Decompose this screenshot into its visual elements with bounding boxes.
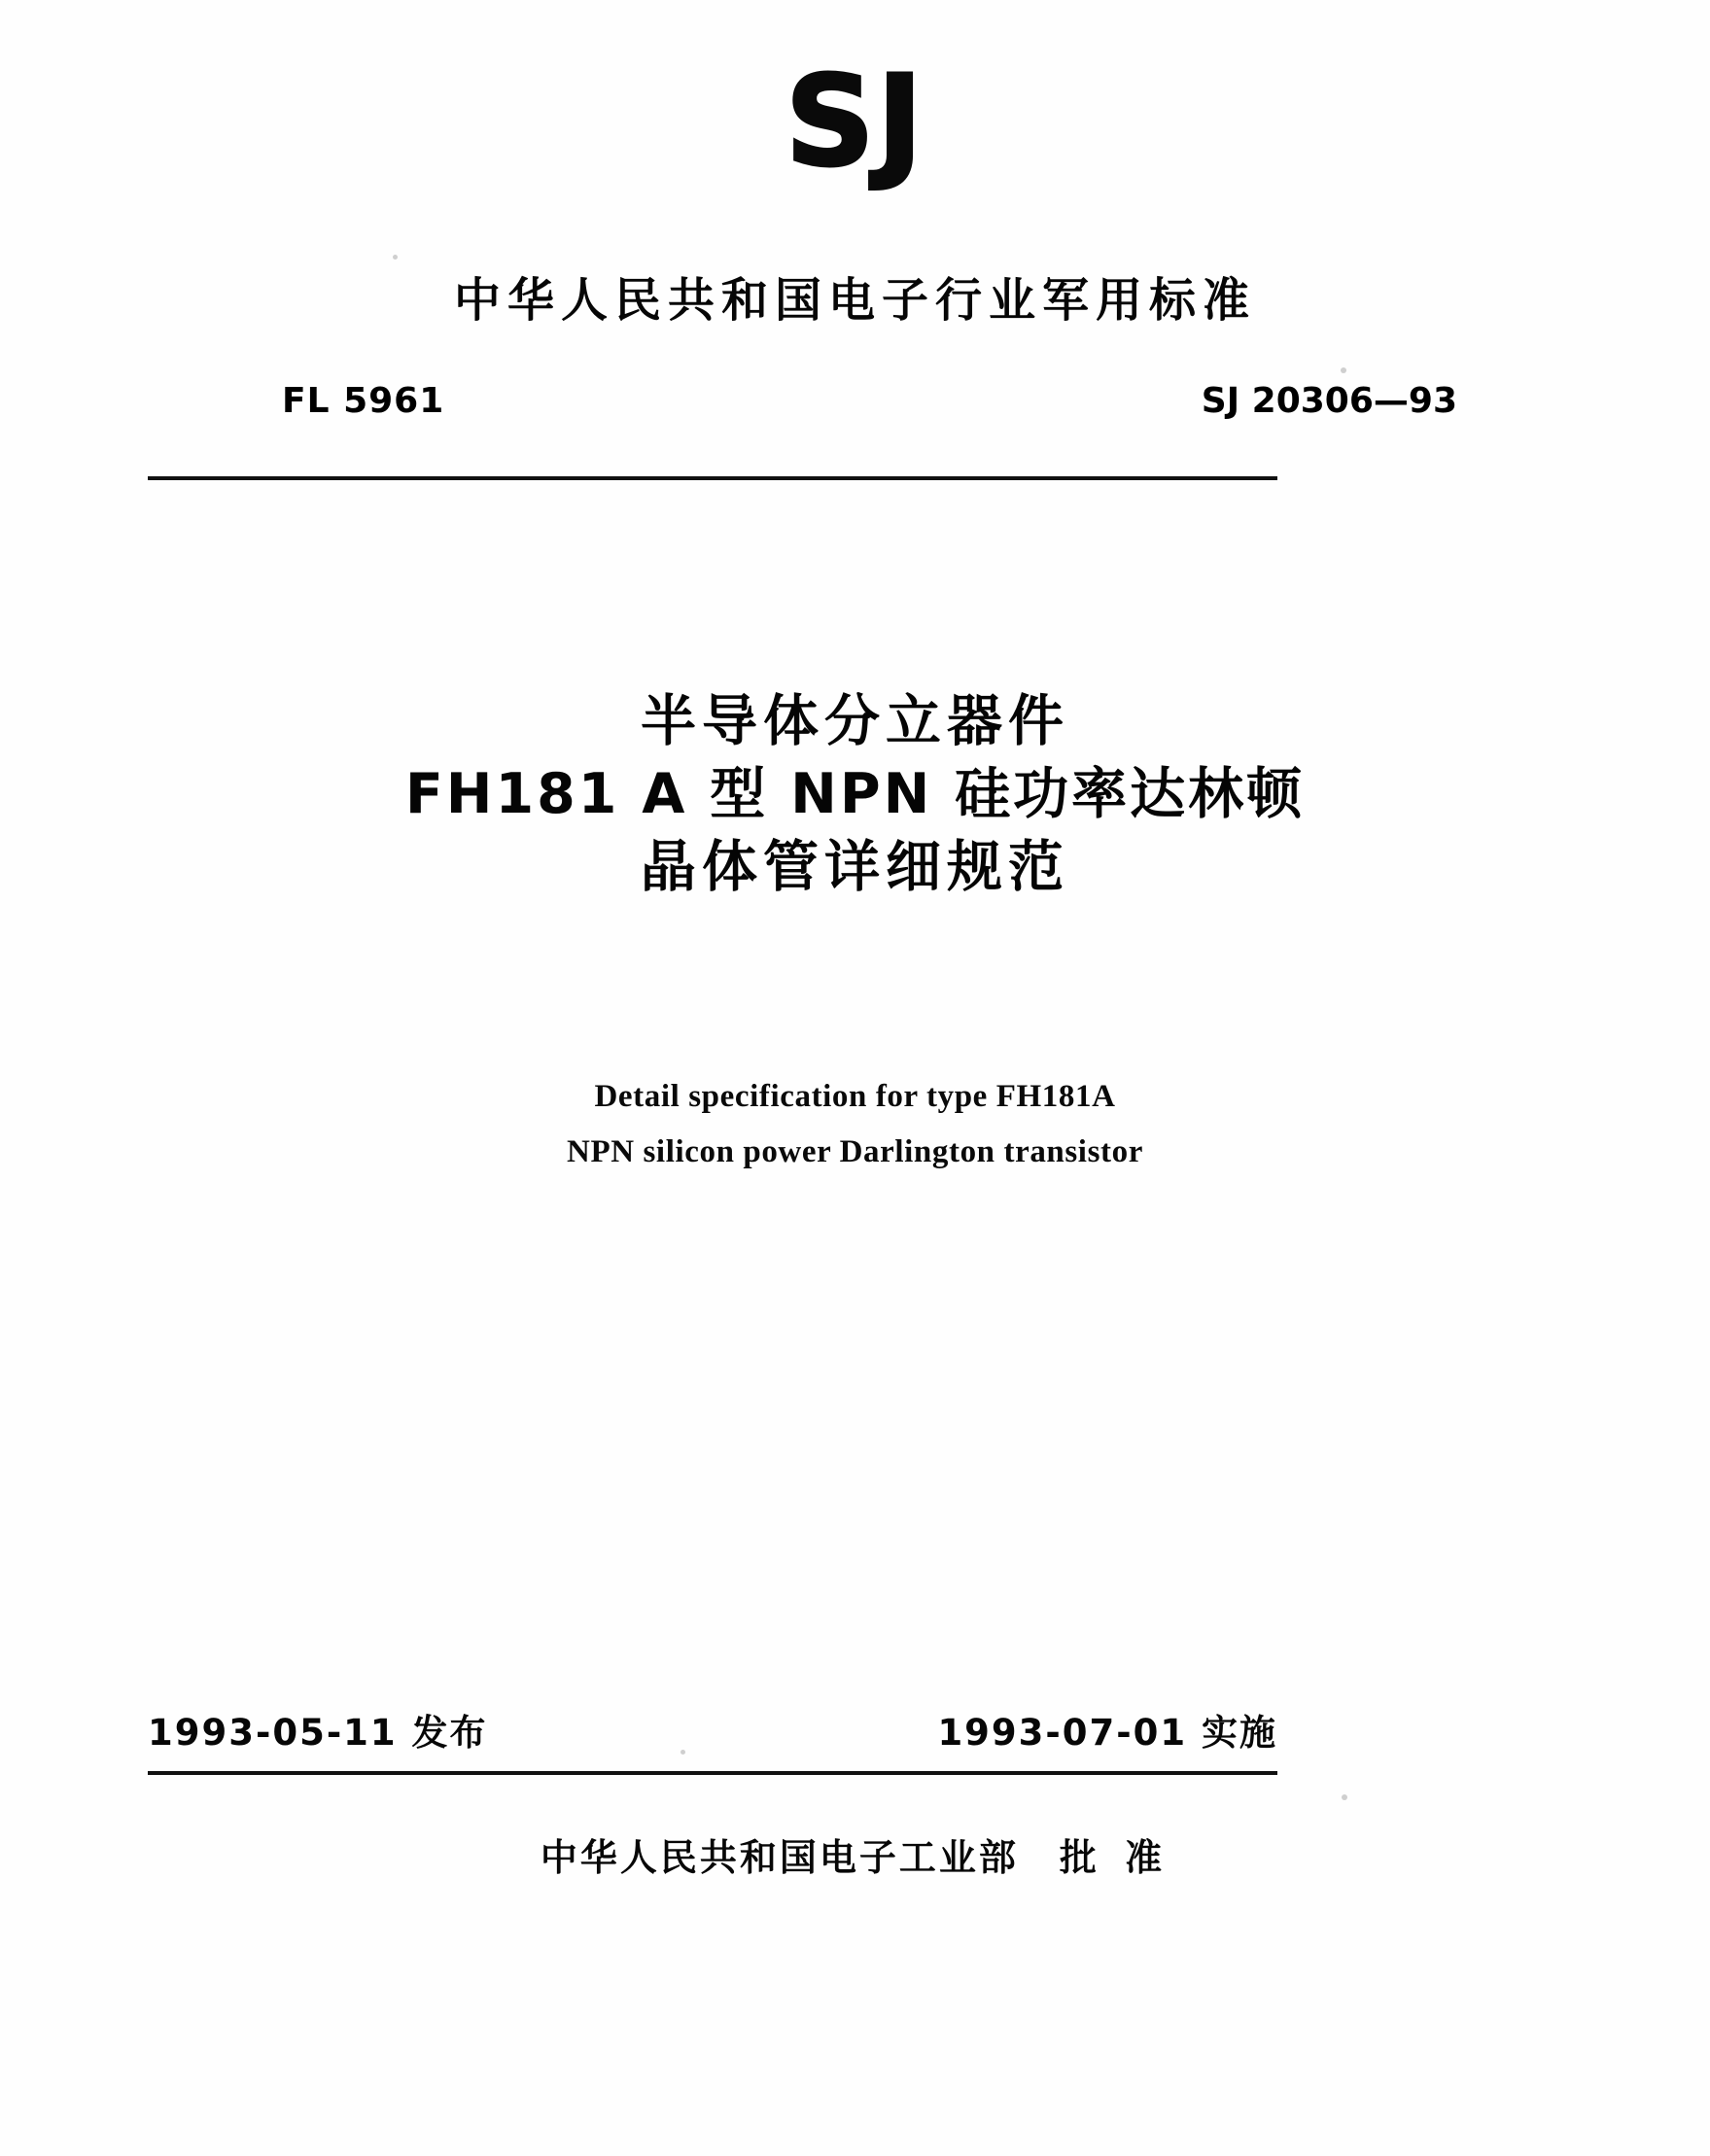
footer-divider [148, 1771, 1277, 1775]
main-title-block [0, 685, 1710, 905]
issue-date: 1993-05-11 发布 [148, 1712, 488, 1754]
national-standard-title: 中华人民共和国电子行业军用标准 [453, 273, 1256, 328]
scan-speck [681, 1750, 685, 1755]
scan-speck [1341, 367, 1346, 373]
title-english [0, 1069, 1710, 1180]
effective-date: 1993-07-01 实施 [937, 1712, 1277, 1754]
standard-number: SJ 20306—93 [1201, 381, 1457, 421]
approval-label: 批 准 [1059, 1836, 1170, 1879]
issuing-authority: 中华人民共和国电子工业部 [540, 1836, 1019, 1879]
dates-row [148, 1703, 1277, 1756]
scan-speck [393, 255, 398, 260]
classification-code: FL 5961 [282, 381, 445, 421]
title-english-line-1: Detail specification for type FH181A [594, 1079, 1116, 1114]
title-chinese-line-3: 晶体管详细规范 [641, 835, 1069, 900]
issuing-authority-row [0, 1827, 1710, 1881]
title-chinese-line-1: 半导体分立器件 [641, 689, 1069, 753]
title-chinese [0, 685, 1710, 905]
title-english-line-2: NPN silicon power Darlington transistor [567, 1133, 1143, 1169]
sj-logo: SJ [785, 50, 925, 194]
standard-code-row [146, 381, 1564, 421]
title-chinese-line-2: FH181 A 型 NPN 硅功率达林顿 [404, 762, 1306, 827]
scan-speck [1342, 1794, 1347, 1800]
header-divider [148, 476, 1277, 480]
